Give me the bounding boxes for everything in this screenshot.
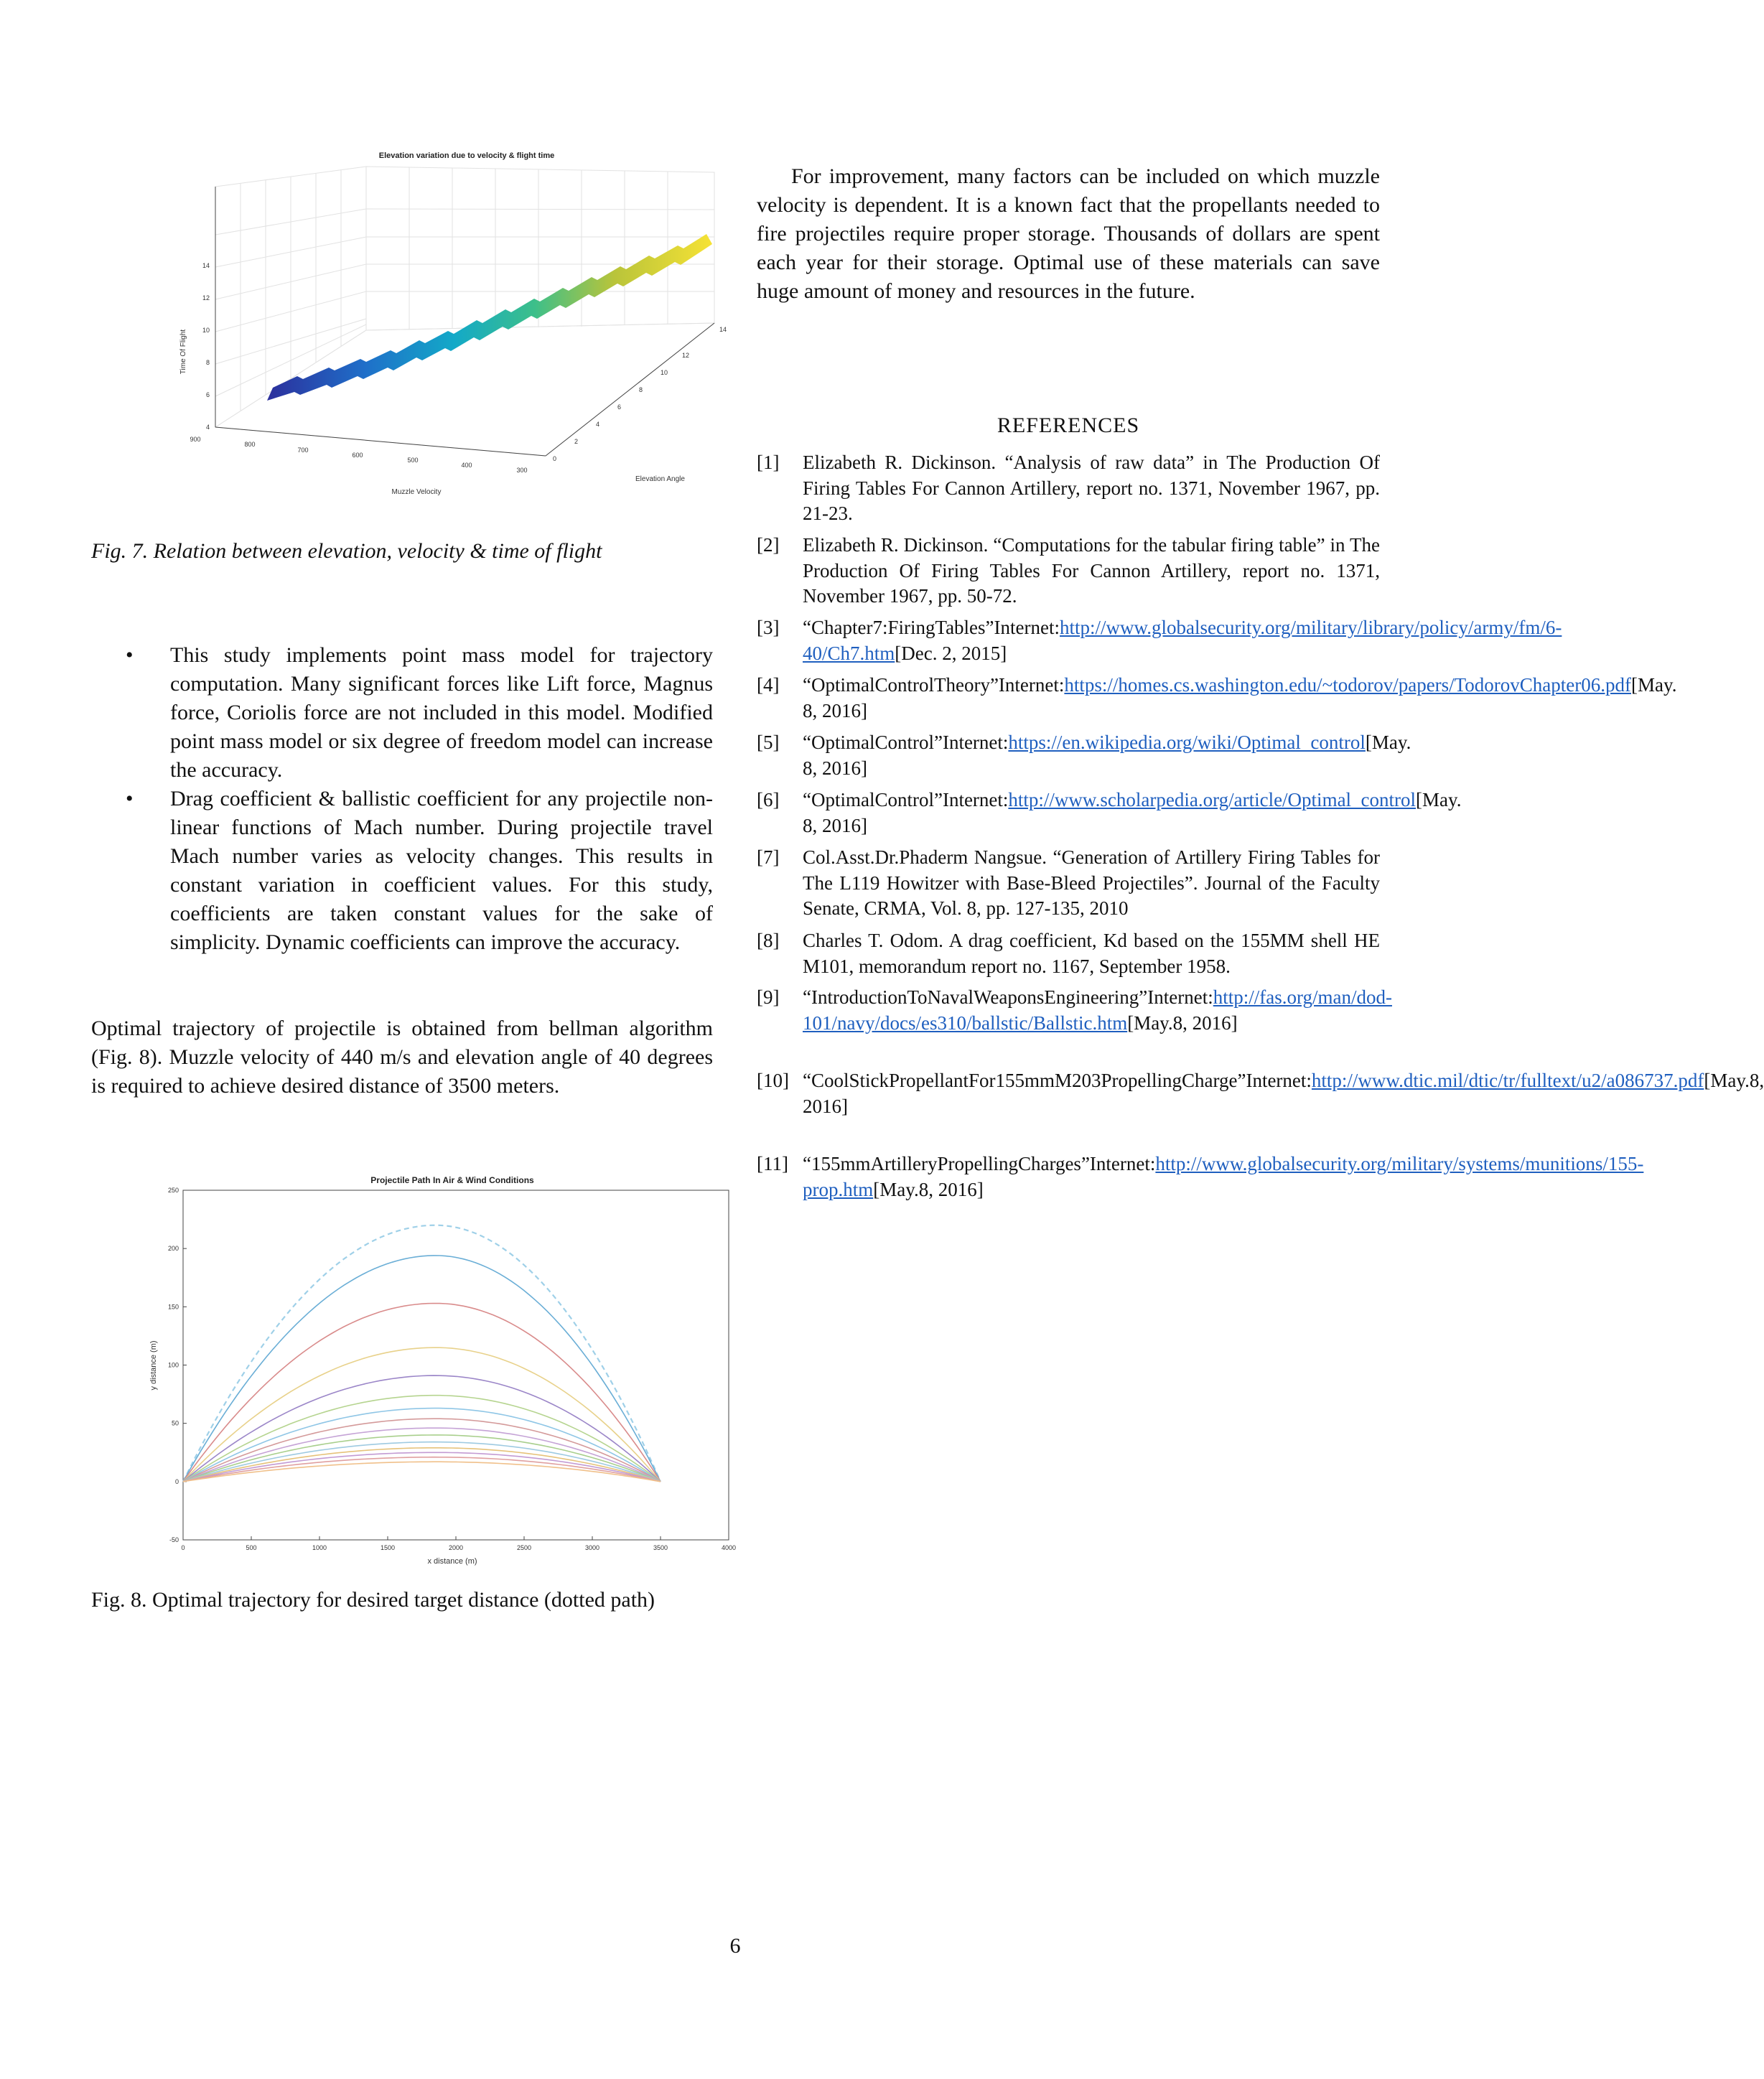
x-axis-label: Muzzle Velocity (391, 488, 442, 496)
reference-number: [10] (757, 1070, 789, 1091)
reference-item: [9] “IntroductionToNavalWeaponsEngineering”Internet:http://fas.org/man/dod-101/navy/docs/es310/ballstic/Ballstic.htm[May.8, 2016] (757, 986, 1392, 1034)
reference-number: [1] (757, 452, 780, 473)
figure-8-caption: Fig. 8. Optimal trajectory for desired target distance (dotted path) (91, 1588, 655, 1612)
z-tick: 10 (202, 327, 210, 334)
chart-title: Projectile Path In Air & Wind Conditions (370, 1175, 534, 1185)
reference-item: [6] “OptimalControl”Internet:http://www.scholarpedia.org/article/Optimal_control[May. 8, 2016] (757, 789, 1462, 836)
reference-link[interactable]: https://homes.cs.washington.edu/~todorov/papers/TodorovChapter06.pdf (1064, 674, 1631, 696)
figure-8-chart (147, 1170, 736, 1572)
y-tick-label: 200 (167, 1245, 179, 1253)
reference-link[interactable]: https://en.wikipedia.org/wiki/Optimal_control (1008, 732, 1366, 753)
x-tick: 900 (190, 436, 201, 443)
x-tick-label: 4000 (721, 1544, 737, 1551)
reference-text: Elizabeth R. Dickinson. “Analysis of raw data” in The Production Of Firing Tables For Cannon Artillery, report no. 1371, November 1967, pp. 21-23. (803, 452, 1380, 524)
reference-number: [8] (757, 930, 780, 951)
x-tick-label: 3500 (653, 1544, 668, 1551)
reference-item (757, 928, 1380, 979)
list-item: • Drag coefficient & ballistic coefficient for any projectile non-linear functions of Mach number. During projectile travel Mach number varies as velocity changes. This results in constant variation in coefficient values. For this study, coefficients are taken constant values for the sake of simplicity. Dynamic coefficients can improve the accuracy. (91, 785, 713, 957)
y-tick: 2 (574, 438, 579, 445)
reference-text: Charles T. Odom. A drag coefficient, Kd based on the 155MM shell HE M101, memorandum report no. 1167, September 1958. (803, 930, 1380, 977)
z-tick: 12 (202, 294, 210, 302)
reference-number: [5] (757, 732, 780, 753)
x-tick: 400 (461, 462, 472, 469)
x-tick-label: 2000 (448, 1544, 464, 1551)
reference-number: [6] (757, 789, 780, 810)
x-tick-label: 1500 (380, 1544, 396, 1551)
x-tick: 800 (244, 441, 256, 448)
reference-item (757, 533, 1380, 609)
z-tick: 6 (205, 391, 210, 398)
y-tick-label: -50 (169, 1536, 179, 1543)
reference-text: Col.Asst.Dr.Phaderm Nangsue. “Generation of Artillery Firing Tables for The L119 Howitzer with Base-Bleed Projectiles”. Journal of the Faculty Senate, CRMA, Vol. 8, pp. 127-135, 2010 (803, 846, 1380, 919)
x-tick: 300 (516, 467, 528, 474)
reference-number: [11] (757, 1153, 788, 1174)
x-tick-label: 3000 (584, 1544, 600, 1551)
figure-8 (147, 1170, 736, 1572)
figure-7-surface (267, 234, 712, 401)
y-tick-label: 0 (174, 1477, 179, 1485)
x-tick-label: 0 (181, 1544, 185, 1551)
reference-item: [4] “OptimalControlTheory”Internet:https://homes.cs.washington.edu/~todorov/papers/TodorovChapter06.pdf[May. 8, 2016] (757, 674, 1677, 721)
figure-7 (172, 144, 739, 517)
y-tick: 10 (661, 369, 668, 376)
z-tick: 14 (202, 262, 210, 269)
y-tick: 8 (639, 386, 643, 393)
reference-item: [10] “CoolStickPropellantFor155mmM203PropellingCharge”Internet:http://www.dtic.mil/dtic/tr/fulltext/u2/a086737.pdf[May.8, 2016] (757, 1070, 1764, 1117)
right-intro-paragraph: For improvement, many factors can be included on which muzzle velocity is dependent. It is a known fact that the propellants needed to fire projectiles require proper storage. Thousands of dollars are spent each year for their storage. Optimal use of these materials can save huge amount of money and resources in the future. (757, 164, 1380, 303)
y-tick: 12 (682, 352, 690, 359)
figure-7-plot (172, 144, 739, 517)
reference-number: [7] (757, 846, 780, 868)
reference-item (757, 845, 1380, 922)
reference-item (757, 450, 1380, 527)
x-tick-label: 2500 (516, 1544, 532, 1551)
reference-item: [3] “Chapter7:FiringTables”Internet:http://www.globalsecurity.org/military/library/policy/army/fm/6-40/Ch7.htm[Dec. 2, 2015] (757, 617, 1562, 664)
plot-area (183, 1190, 729, 1540)
z-tick: 4 (205, 424, 210, 431)
y-axis-label: y distance (m) (149, 1340, 158, 1391)
limitations-list (91, 641, 713, 957)
reference-item: [11] “155mmArtilleryPropellingCharges”Internet:http://www.globalsecurity.org/military/systems/munitions/155-prop.htm[May.8, 2016] (757, 1153, 1644, 1200)
y-tick: 6 (617, 403, 622, 411)
reference-number: [4] (757, 674, 780, 696)
y-tick-label: 50 (171, 1419, 179, 1427)
reference-link[interactable]: http://www.globalsecurity.org/military/library/policy/army/fm/6-40/Ch7.htm (803, 617, 1562, 664)
optimal-trajectory-paragraph: Optimal trajectory of projectile is obtained from bellman algorithm (Fig. 8). Muzzle velocity of 440 m/s and elevation angle of 40 degrees is required to achieve desired distance of 3500 meters. (91, 1017, 713, 1098)
reference-item: [5] “OptimalControl”Internet:https://en.wikipedia.org/wiki/Optimal_control[May. 8, 2016] (757, 732, 1411, 779)
figure-7-caption: Fig. 7. Relation between elevation, velocity & time of flight (91, 539, 602, 563)
x-tick: 700 (297, 447, 309, 454)
y-tick-label: 150 (167, 1303, 179, 1311)
figure-7-grid (215, 167, 714, 456)
reference-number: [3] (757, 617, 780, 638)
x-tick-label: 500 (246, 1544, 257, 1551)
y-tick: 14 (719, 326, 727, 333)
y-tick: 0 (553, 455, 557, 462)
figure-7-axes (215, 187, 714, 456)
x-tick-label: 1000 (312, 1544, 327, 1551)
y-tick-label: 250 (167, 1187, 179, 1194)
reference-text: Elizabeth R. Dickinson. “Computations for the tabular firing table” in The Production Of Firing Tables For Cannon Artillery, report no. 1371, November 1967, pp. 50-72. (803, 534, 1380, 607)
page-number: 6 (729, 1934, 741, 1958)
x-tick: 500 (407, 457, 419, 464)
reference-link[interactable]: http://www.scholarpedia.org/article/Optimal_control (1008, 789, 1417, 810)
reference-link[interactable]: http://www.globalsecurity.org/military/systems/munitions/155-prop.htm (803, 1153, 1644, 1200)
reference-number: [2] (757, 534, 780, 556)
reference-number: [9] (757, 986, 780, 1008)
y-axis-label: Elevation Angle (635, 475, 685, 483)
z-axis-label: Time Of Flight (179, 329, 187, 375)
reference-link[interactable]: http://fas.org/man/dod-101/navy/docs/es310/ballstic/Ballstic.htm (803, 986, 1392, 1034)
y-tick: 4 (596, 421, 600, 428)
y-tick-label: 100 (167, 1361, 179, 1369)
list-item: • This study implements point mass model for trajectory computation. Many significant forces like Lift force, Magnus force, Coriolis force are not included in this model. Modified point mass model or six degree of freedom model can increase the accuracy. (91, 641, 713, 785)
reference-link[interactable]: http://www.dtic.mil/dtic/tr/fulltext/u2/a086737.pdf (1311, 1070, 1704, 1091)
x-axis-label: x distance (m) (427, 1557, 477, 1566)
z-tick: 8 (205, 359, 210, 366)
references-heading: REFERENCES (997, 414, 1140, 437)
figure-7-title: Elevation variation due to velocity & flight time (378, 151, 555, 160)
x-tick: 600 (352, 452, 363, 459)
